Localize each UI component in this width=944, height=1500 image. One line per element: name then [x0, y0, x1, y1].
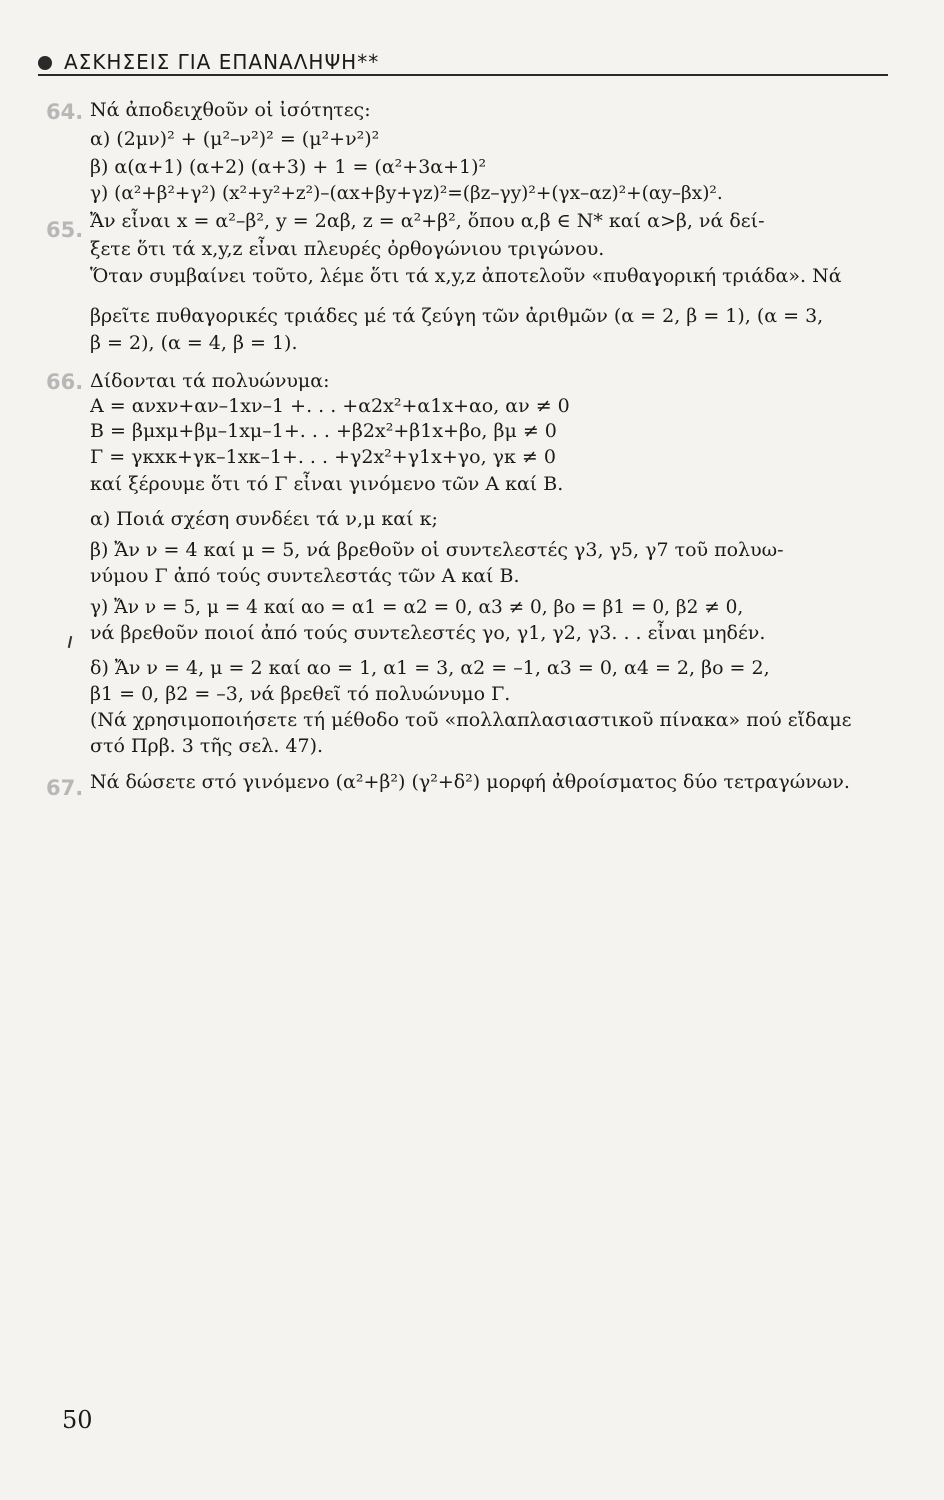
exercise-line: Β = βμxμ+βμ–1xμ–1+. . . +β2x²+β1x+βο, βμ ≠ 0: [90, 420, 557, 442]
exercise-number: 65.: [46, 218, 84, 242]
exercise-line: βρεῖτε πυθαγορικές τριάδες μέ τά ζεύγη τῶν ἀριθμῶν (α = 2, β = 1), (α = 3,: [90, 305, 824, 327]
exercise-line: δ) Ἄν ν = 4, μ = 2 καί αο = 1, α1 = 3, α2 = –1, α3 = 0, α4 = 2, βο = 2,: [90, 657, 770, 679]
exercise-line: Δίδονται τά πολυώνυμα:: [90, 370, 330, 392]
exercise-line: β = 2), (α = 4, β = 1).: [90, 332, 298, 354]
page-number: 50: [62, 1406, 93, 1434]
exercise-number: 66.: [46, 370, 84, 394]
exercise-line: Ὅταν συμβαίνει τοῦτο, λέμε ὅτι τά x,y,z ἀποτελοῦν «πυθαγορική τριάδα». Νά: [90, 265, 842, 287]
stray-mark: [68, 636, 72, 648]
exercise-line: α) Ποιά σχέση συνδέει τά ν,μ καί κ;: [90, 508, 438, 530]
bullet-icon: [38, 56, 52, 70]
exercise-line: β) Ἄν ν = 4 καί μ = 5, νά βρεθοῦν οἱ συντελεστές γ3, γ5, γ7 τοῦ πολυω-: [90, 539, 784, 561]
exercise-line: γ) Ἄν ν = 5, μ = 4 καί αο = α1 = α2 = 0, α3 ≠ 0, βο = β1 = 0, β2 ≠ 0,: [90, 597, 744, 618]
exercise-line: Γ = γκxκ+γκ–1xκ–1+. . . +γ2x²+γ1x+γο, γκ ≠ 0: [90, 446, 556, 468]
exercise-line: στό Πρβ. 3 τῆς σελ. 47).: [90, 735, 324, 757]
exercise-line: β) α(α+1) (α+2) (α+3) + 1 = (α²+3α+1)²: [90, 156, 487, 178]
exercise-line: Νά ἀποδειχθοῦν οἱ ἰσότητες:: [90, 99, 371, 121]
exercise-line: γ) (α²+β²+γ²) (x²+y²+z²)–(αx+βy+γz)²=(βz–γy)²+(γx–αz)²+(αy–βx)².: [90, 183, 723, 204]
exercise-number: 64.: [46, 100, 84, 124]
exercise-line: β1 = 0, β2 = –3, νά βρεθεῖ τό πολυώνυμο Γ.: [90, 683, 511, 705]
exercise-line: νύμου Γ ἀπό τούς συντελεστάς τῶν Α καί Β.: [90, 565, 520, 587]
section-title: ΑΣΚΗΣΕΙΣ ΓΙΑ ΕΠΑΝΑΛΗΨΗ**: [64, 50, 380, 74]
exercise-line: νά βρεθοῦν ποιοί ἀπό τούς συντελεστές γο, γ1, γ2, γ3. . . εἶναι μηδέν.: [90, 622, 766, 644]
exercise-line: (Νά χρησιμοποιήσετε τή μέθοδο τοῦ «πολλαπλασιαστικοῦ πίνακα» πού εἴδαμε: [90, 709, 852, 731]
exercise-line: ξετε ὅτι τά x,y,z εἶναι πλευρές ὀρθογώνιου τριγώνου.: [90, 238, 605, 260]
exercise-line: Νά δώσετε στό γινόμενο (α²+β²) (γ²+δ²) μορφή ἀθροίσματος δύο τετραγώνων.: [90, 771, 850, 793]
exercise-number: 67.: [46, 776, 84, 800]
exercise-line: καί ξέρουμε ὅτι τό Γ εἶναι γινόμενο τῶν Α καί Β.: [90, 473, 564, 495]
section-header: [38, 50, 888, 76]
exercise-line: Ἄν εἶναι x = α²–β², y = 2αβ, z = α²+β², ὅπου α,β ∈ N* καί α>β, νά δεί-: [90, 210, 765, 232]
exercise-line: Α = ανxν+αν–1xν–1 +. . . +α2x²+α1x+αο, αν ≠ 0: [90, 395, 570, 417]
exercise-line: α) (2μν)² + (μ²–ν²)² = (μ²+ν²)²: [90, 128, 380, 150]
